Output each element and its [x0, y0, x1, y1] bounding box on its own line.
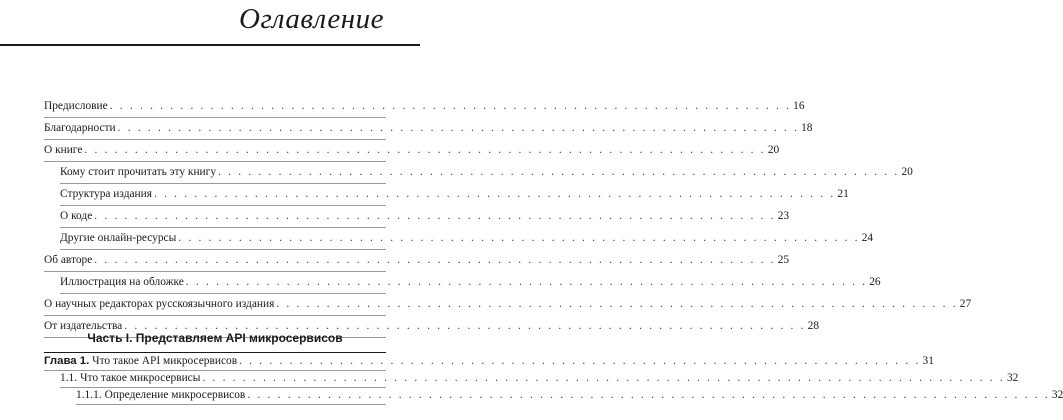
toc-entry-label: Иллюстрация на обложке: [60, 276, 184, 288]
toc-entry-page: 23: [777, 210, 790, 222]
dot-leader: . . . . . . . . . . . . . . . . . . . . . . . . . . . . . . . . . . . . . . . . . . . . . . . . . . . . . . . . . . . . . . . . . . . .: [117, 122, 800, 134]
toc-entry-online-resources[interactable]: [60, 228, 874, 250]
dot-leader: . . . . . . . . . . . . . . . . . . . . . . . . . . . . . . . . . . . . . . . . . . . . . . . . . . . . . . . . . . . . . . . . . . . . . . . . . . . . . . . .: [202, 372, 1005, 384]
toc-entry-about-author[interactable]: [44, 250, 790, 272]
toc-entry-page: 24: [861, 232, 874, 244]
chapter-number: Глава 1.: [44, 355, 90, 367]
toc-entry-page: 20: [901, 166, 913, 178]
dot-leader: . . . . . . . . . . . . . . . . . . . . . . . . . . . . . . . . . . . . . . . . . . . . . . . . . . . . . . . . . . . . . . . . . . . .: [276, 298, 958, 310]
toc-entry-text: Определение микросервисов: [104, 389, 246, 401]
toc-entry-label: Об авторе: [44, 254, 93, 266]
toc-entry-label: От издательства: [44, 320, 123, 332]
dot-leader: . . . . . . . . . . . . . . . . . . . . . . . . . . . . . . . . . . . . . . . . . . . . . . . . . . . . . . . . . . . . . . . . . . . .: [218, 166, 900, 178]
toc-entry-page: 28: [807, 320, 820, 332]
dot-leader: . . . . . . . . . . . . . . . . . . . . . . . . . . . . . . . . . . . . . . . . . . . . . . . . . . . . . . . . . . . . . . . . . . . .: [124, 320, 806, 332]
toc-entry-page: 26: [869, 276, 881, 288]
part-heading[interactable]: Часть I. Представляем API микросервисов: [87, 331, 343, 345]
dot-leader: . . . . . . . . . . . . . . . . . . . . . . . . . . . . . . . . . . . . . . . . . . . . . . . . . . . . . . . . . . . . . . . . . . . .: [94, 254, 776, 266]
toc-entry-label: [60, 371, 200, 385]
chapter-title: Что такое API микросервисов: [92, 355, 238, 367]
page-title: Оглавление: [239, 3, 384, 35]
toc-entry-number: 1.1.1.: [76, 389, 102, 401]
toc-entry-1-1[interactable]: [60, 371, 1019, 388]
toc-entry-label: О коде: [60, 210, 93, 222]
toc-entry-label: [44, 354, 237, 368]
toc-entry-structure[interactable]: [60, 184, 849, 206]
table-of-contents: [44, 0, 1063, 420]
toc-entry-1-1-1[interactable]: [76, 388, 1063, 405]
toc-entry-label: Кому стоит прочитать эту книгу: [60, 166, 217, 178]
toc-entry-label: О научных редакторах русскоязычного издания: [44, 298, 275, 310]
toc-entry-label: Благодарности: [44, 122, 116, 134]
toc-entry-about-code[interactable]: [60, 206, 790, 228]
toc-entry-text: Что такое микросервисы: [80, 372, 201, 384]
toc-entry-number: 1.1.: [60, 372, 78, 384]
dot-leader: . . . . . . . . . . . . . . . . . . . . . . . . . . . . . . . . . . . . . . . . . . . . . . . . . . . . . . . . . . . . . . . . . . . .: [109, 100, 792, 112]
dot-leader: . . . . . . . . . . . . . . . . . . . . . . . . . . . . . . . . . . . . . . . . . . . . . . . . . . . . . . . . . . . . . . . . . . . .: [153, 188, 836, 200]
toc-entry-label: Другие онлайн-ресурсы: [60, 232, 177, 244]
toc-entry-chapter-1[interactable]: [44, 354, 934, 371]
toc-entry-page: 32: [1051, 389, 1063, 401]
dot-leader: . . . . . . . . . . . . . . . . . . . . . . . . . . . . . . . . . . . . . . . . . . . . . . . . . . . . . . . . . . . . . . . . . . . .: [94, 210, 776, 222]
dot-leader: . . . . . . . . . . . . . . . . . . . . . . . . . . . . . . . . . . . . . . . . . . . . . . . . . . . . . . . . . . . . . . . . . . . .: [84, 144, 766, 156]
toc-entry-page: 21: [837, 188, 849, 200]
toc-entry-who-should-read[interactable]: [60, 162, 913, 184]
toc-entry-preface[interactable]: [44, 96, 805, 118]
toc-entry-about-book[interactable]: [44, 140, 780, 162]
toc-entry-page: 32: [1006, 372, 1019, 384]
dot-leader: . . . . . . . . . . . . . . . . . . . . . . . . . . . . . . . . . . . . . . . . . . . . . . . . . . . . . . . . . . . . . . . . . . . .: [185, 276, 868, 288]
toc-entry-cover-illustration[interactable]: [60, 272, 881, 294]
toc-entry-page: 25: [777, 254, 790, 266]
toc-entry-page: 18: [801, 122, 813, 134]
dot-leader: . . . . . . . . . . . . . . . . . . . . . . . . . . . . . . . . . . . . . . . . . . . . . . . . . . . . . . . . . . . . . . . . . . . . . . . . . . . . . . . .: [247, 389, 1050, 401]
dot-leader: . . . . . . . . . . . . . . . . . . . . . . . . . . . . . . . . . . . . . . . . . . . . . . . . . . . . . . . . . . . . . . . . . . . .: [239, 355, 921, 367]
toc-entry-page: 20: [767, 144, 780, 156]
toc-entry-label: О книге: [44, 144, 83, 156]
part-rule: [44, 352, 386, 353]
toc-entry-label: [76, 388, 245, 402]
toc-entry-label: Предисловие: [44, 100, 108, 112]
dot-leader: . . . . . . . . . . . . . . . . . . . . . . . . . . . . . . . . . . . . . . . . . . . . . . . . . . . . . . . . . . . . . . . . . . . .: [178, 232, 860, 244]
toc-entry-acknowledgements[interactable]: [44, 118, 813, 140]
toc-entry-label: Структура издания: [60, 188, 152, 200]
toc-entry-science-editors[interactable]: [44, 294, 972, 316]
toc-entry-page: 27: [959, 298, 972, 310]
toc-entry-page: 16: [793, 100, 805, 112]
toc-entry-page: 31: [922, 355, 934, 367]
